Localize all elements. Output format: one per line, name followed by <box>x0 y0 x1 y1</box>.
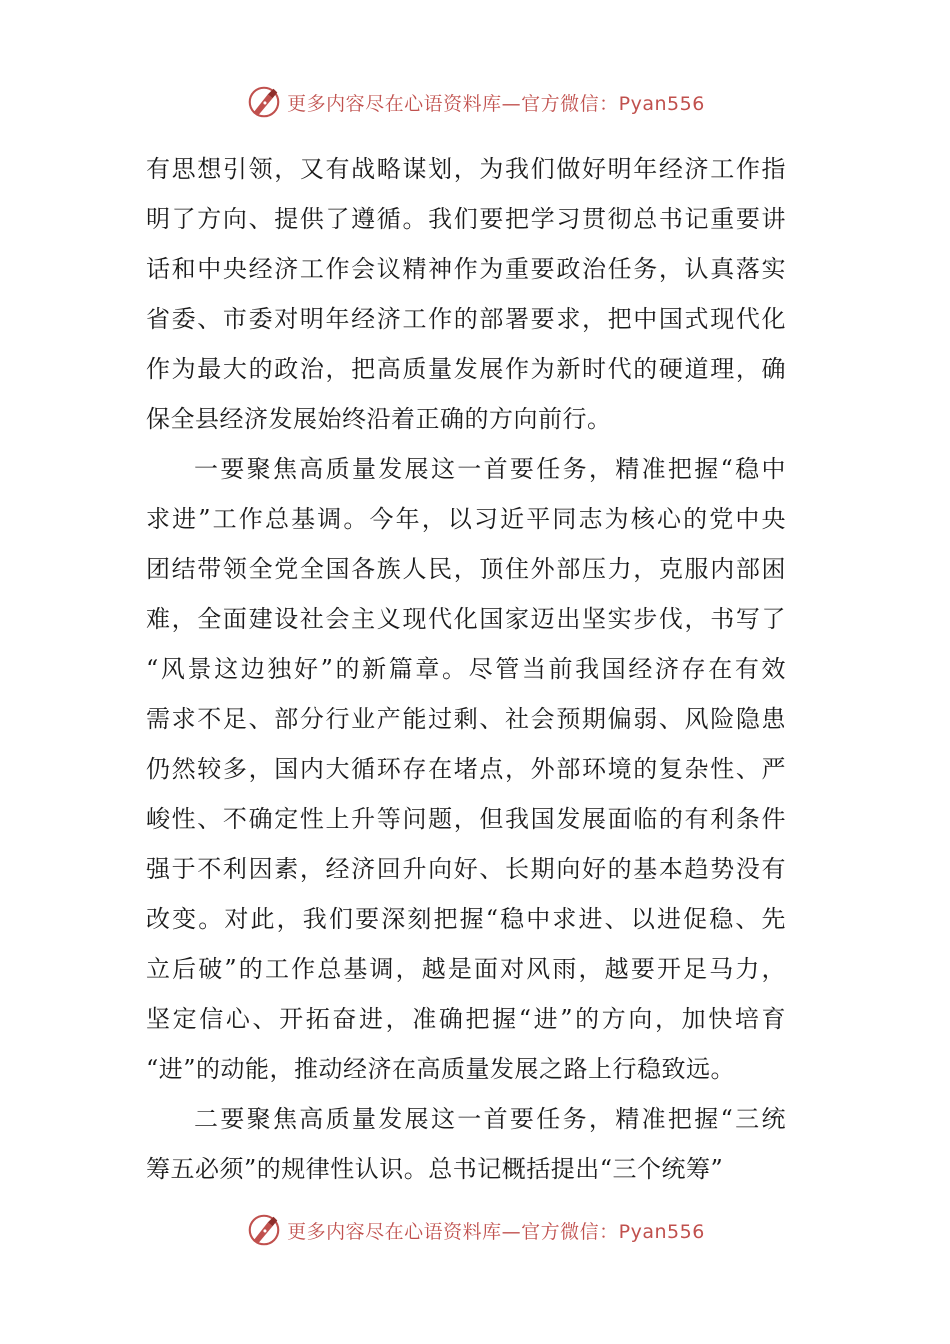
paragraph-line: “风景这边独好”的新篇章。尽管当前我国经济存在有效 <box>146 655 786 683</box>
document-body <box>146 144 786 1194</box>
paragraph-line: 保全县经济发展始终沿着正确的方向前行。 <box>146 405 612 433</box>
paragraph-line: 峻性、不确定性上升等问题，但我国发展面临的有利条件 <box>146 805 786 833</box>
paragraph-line: 改变。对此，我们要深刻把握“稳中求进、以进促稳、先 <box>146 905 786 933</box>
paragraph <box>146 144 786 444</box>
paragraph-line: 一要聚焦高质量发展这一首要任务，精准把握“稳中 <box>194 455 786 483</box>
paragraph-line: 作为最大的政治，把高质量发展作为新时代的硬道理，确 <box>146 355 786 383</box>
paragraph-line: 话和中央经济工作会议精神作为重要政治任务，认真落实 <box>146 255 786 283</box>
pen-nib-logo-icon <box>245 83 283 121</box>
paragraph-line: 有思想引领，又有战略谋划，为我们做好明年经济工作指 <box>146 155 786 183</box>
paragraph-line: 强于不利因素，经济回升向好、长期向好的基本趋势没有 <box>146 855 786 883</box>
paragraph-line: 筹五必须”的规律性认识。总书记概括提出“三个统筹” <box>146 1155 724 1183</box>
paragraph-line: “进”的动能，推动经济在高质量发展之路上行稳致远。 <box>146 1055 736 1083</box>
paragraph-line: 坚定信心、开拓奋进，准确把握“进”的方向，加快培育 <box>146 1005 786 1033</box>
watermark-text: 更多内容尽在心语资料库—官方微信：Pyan556 <box>287 1220 705 1243</box>
pen-nib-logo-icon <box>245 1211 283 1249</box>
paragraph-line: 团结带领全党全国各族人民，顶住外部压力，克服内部困 <box>146 555 786 583</box>
paragraph <box>146 444 786 1094</box>
paragraph-line: 求进”工作总基调。今年，以习近平同志为核心的党中央 <box>146 505 786 533</box>
paragraph-line: 立后破”的工作总基调，越是面对风雨，越要开足马力， <box>146 955 786 983</box>
paragraph-line: 省委、市委对明年经济工作的部署要求，把中国式现代化 <box>146 305 786 333</box>
paragraph-line: 仍然较多，国内大循环存在堵点，外部环境的复杂性、严 <box>146 755 786 783</box>
watermark-text: 更多内容尽在心语资料库—官方微信：Pyan556 <box>287 92 705 115</box>
watermark-header <box>0 80 950 124</box>
paragraph <box>146 1094 786 1194</box>
paragraph-line: 明了方向、提供了遵循。我们要把学习贯彻总书记重要讲 <box>146 205 786 233</box>
paragraph-line: 难，全面建设社会主义现代化国家迈出坚实步伐，书写了 <box>146 605 786 633</box>
watermark-footer <box>0 1208 950 1252</box>
paragraph-line: 二要聚焦高质量发展这一首要任务，精准把握“三统 <box>194 1105 786 1133</box>
paragraph-line: 需求不足、部分行业产能过剩、社会预期偏弱、风险隐患 <box>146 705 786 733</box>
